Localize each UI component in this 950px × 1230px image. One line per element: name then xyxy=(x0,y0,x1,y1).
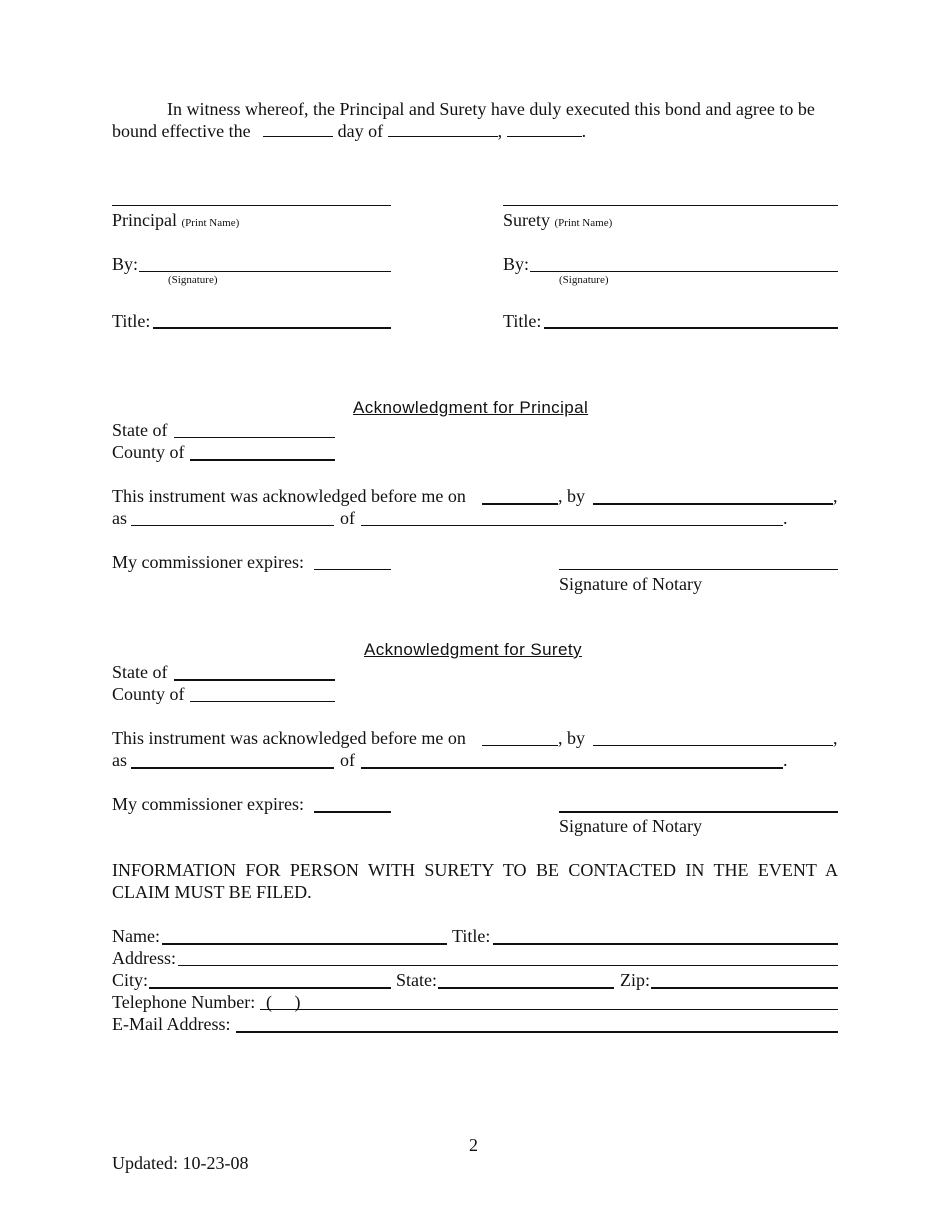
effective-month-field[interactable] xyxy=(388,120,498,137)
contact-email-label: E-Mail Address: xyxy=(112,1014,231,1034)
ack-principal-notary-signature-field[interactable] xyxy=(559,569,838,570)
contact-zip-label: Zip: xyxy=(620,970,650,990)
contact-name-label: Name: xyxy=(112,926,160,946)
ack-principal-of-text: of xyxy=(340,508,355,528)
ack-principal-comma: , xyxy=(833,486,838,506)
contact-info-line-1: INFORMATION FOR PERSON WITH SURETY TO BE CONTACTED IN THE EVENT A xyxy=(112,860,838,880)
contact-city-field[interactable] xyxy=(149,987,391,989)
witness-line-2 xyxy=(112,120,586,142)
surety-name-field[interactable] xyxy=(503,205,838,206)
page-number: 2 xyxy=(469,1135,478,1155)
ack-principal-expires-label: My commissioner expires: xyxy=(112,552,304,572)
ack-principal-state-field[interactable] xyxy=(174,437,335,438)
ack-principal-of-field[interactable] xyxy=(361,525,783,526)
ack-surety-expires-label: My commissioner expires: xyxy=(112,794,304,814)
contact-city-label: City: xyxy=(112,970,149,990)
contact-title-label: Title: xyxy=(452,926,491,946)
surety-title-label: Title: xyxy=(503,311,542,331)
witness-line-1: In witness whereof, the Principal and Surety have duly executed this bond and agree to be xyxy=(167,99,815,119)
period: . xyxy=(581,121,587,141)
principal-title-label: Title: xyxy=(112,311,151,331)
principal-by-label: By: xyxy=(112,254,139,274)
ack-surety-as-text: as xyxy=(112,750,127,770)
ack-surety-comma: , xyxy=(833,728,838,748)
surety-label: Surety (Print Name) xyxy=(503,210,613,230)
ack-surety-of-field[interactable] xyxy=(361,767,783,769)
ack-surety-as-field[interactable] xyxy=(131,767,334,769)
contact-state-label: State: xyxy=(396,970,437,990)
day-of-label: day of xyxy=(337,121,384,141)
contact-title-field[interactable] xyxy=(493,943,838,945)
ack-surety-notary-label: Signature of Notary xyxy=(559,816,702,836)
ack-principal-expires-field[interactable] xyxy=(314,569,391,570)
surety-signature-note: (Signature) xyxy=(559,274,609,286)
contact-phone-area-code: ( ) xyxy=(266,992,301,1012)
ack-surety-by-text: , by xyxy=(558,728,585,748)
ack-surety-heading: Acknowledgment for Surety xyxy=(364,640,582,659)
comma: , xyxy=(497,121,503,141)
principal-label: Principal (Print Name) xyxy=(112,210,240,230)
effective-day-field[interactable] xyxy=(263,120,333,137)
contact-info-line-2: CLAIM MUST BE FILED. xyxy=(112,882,312,902)
ack-surety-of-text: of xyxy=(340,750,355,770)
surety-by-label: By: xyxy=(503,254,530,274)
updated-date: Updated: 10-23-08 xyxy=(112,1153,249,1173)
effective-year-field[interactable] xyxy=(507,120,582,137)
ack-surety-instrument-text: This instrument was acknowledged before me on xyxy=(112,728,466,748)
print-name-note: (Print Name) xyxy=(554,217,613,229)
ack-surety-county-label: County of xyxy=(112,684,185,704)
ack-surety-state-label: State of xyxy=(112,662,168,682)
print-name-note: (Print Name) xyxy=(181,217,240,229)
ack-principal-person-field[interactable] xyxy=(593,503,833,505)
ack-surety-notary-signature-field[interactable] xyxy=(559,811,838,813)
bound-effective-label: bound effective the xyxy=(112,121,251,141)
surety-title-field[interactable] xyxy=(544,327,838,329)
ack-principal-date-field[interactable] xyxy=(482,503,558,505)
ack-surety-date-field[interactable] xyxy=(482,745,558,746)
ack-principal-instrument-text: This instrument was acknowledged before me on xyxy=(112,486,466,506)
principal-signature-note: (Signature) xyxy=(168,274,218,286)
principal-title-field[interactable] xyxy=(153,327,391,329)
ack-principal-county-label: County of xyxy=(112,442,185,462)
ack-principal-period: . xyxy=(783,508,788,528)
contact-email-field[interactable] xyxy=(236,1031,838,1033)
ack-surety-period: . xyxy=(783,750,788,770)
contact-state-field[interactable] xyxy=(438,987,614,989)
contact-address-label: Address: xyxy=(112,948,176,968)
contact-telephone-label: Telephone Number: xyxy=(112,992,256,1012)
ack-principal-by-text: , by xyxy=(558,486,585,506)
ack-surety-expires-field[interactable] xyxy=(314,811,391,813)
ack-principal-notary-label: Signature of Notary xyxy=(559,574,702,594)
principal-name-field[interactable] xyxy=(112,205,391,206)
ack-surety-county-field[interactable] xyxy=(190,701,335,702)
contact-telephone-field[interactable] xyxy=(260,1009,838,1010)
ack-principal-county-field[interactable] xyxy=(190,459,335,461)
ack-principal-heading: Acknowledgment for Principal xyxy=(353,398,589,417)
ack-principal-as-field[interactable] xyxy=(131,525,334,526)
contact-address-field[interactable] xyxy=(178,965,838,966)
ack-surety-person-field[interactable] xyxy=(593,745,833,746)
ack-surety-state-field[interactable] xyxy=(174,679,335,681)
ack-principal-as-text: as xyxy=(112,508,127,528)
contact-zip-field[interactable] xyxy=(651,987,838,989)
ack-principal-state-label: State of xyxy=(112,420,168,440)
contact-name-field[interactable] xyxy=(162,943,447,945)
